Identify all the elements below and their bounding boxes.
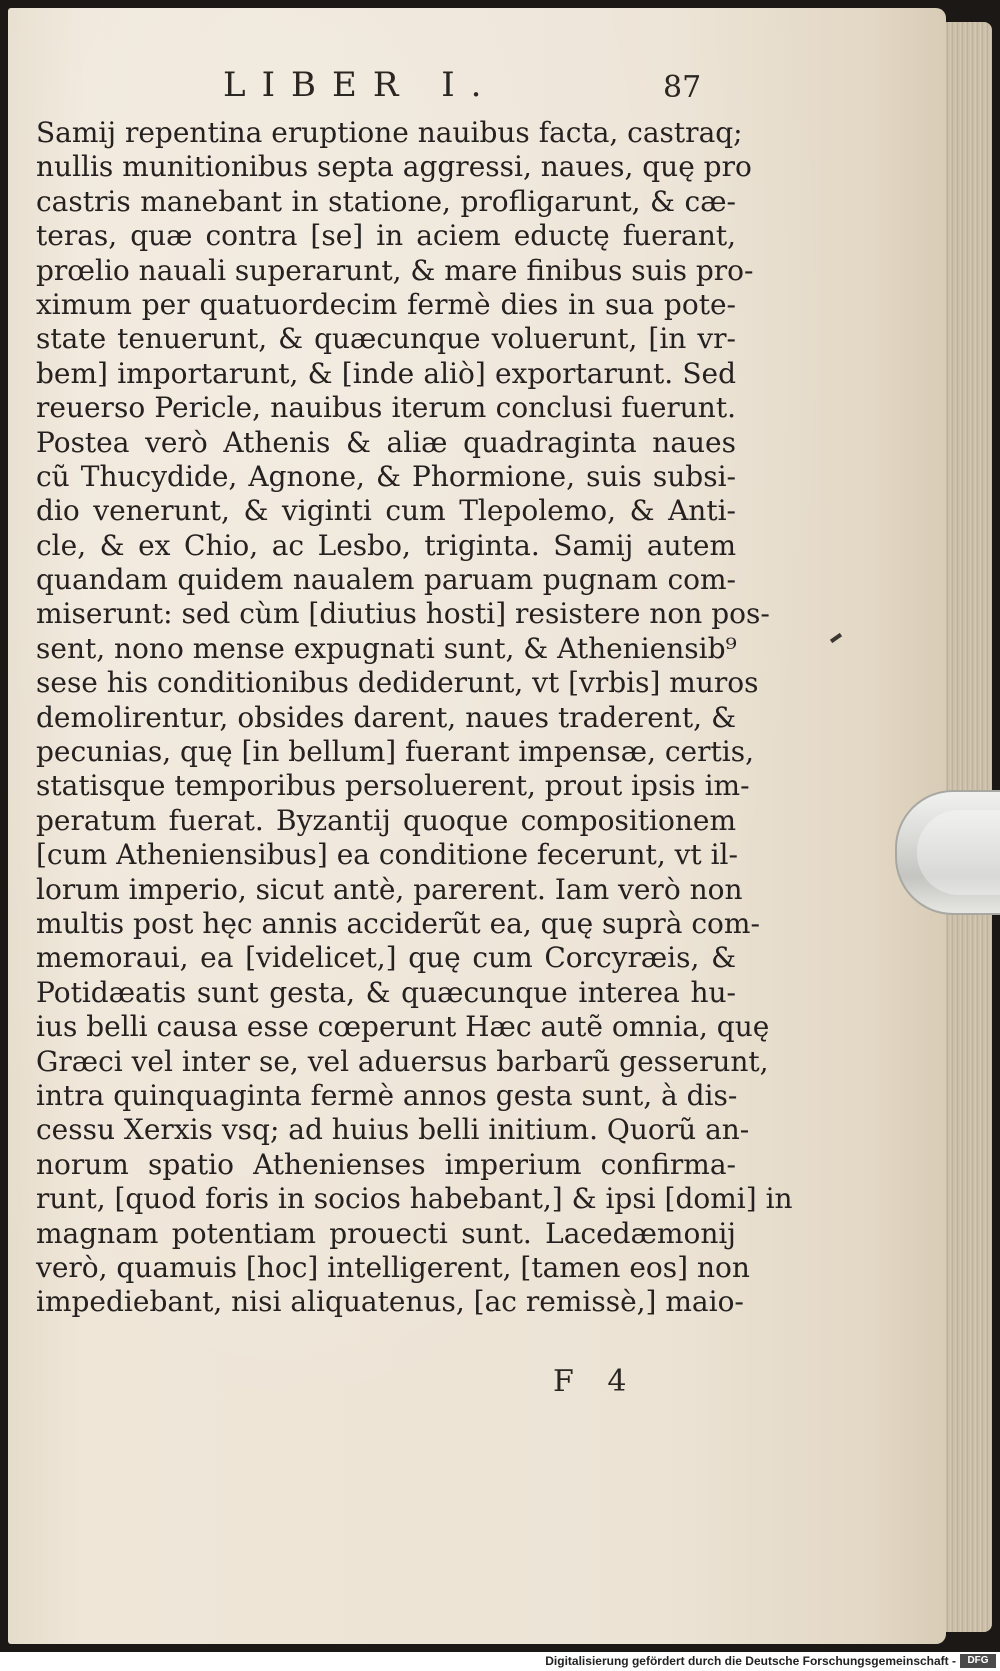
text-line: sent, nono mense expugnati sunt, & Atheniensib⁹ bbox=[36, 631, 737, 665]
text-line: teras, quæ contra [se] in aciem eductę fuerant, bbox=[36, 219, 736, 253]
text-line: dio venerunt, & viginti cum Tlepolemo, & Anti- bbox=[36, 494, 736, 528]
dfg-logo: DFG bbox=[960, 1654, 996, 1668]
text-line: sese his conditionibus dediderunt, vt [vrbis] muros bbox=[36, 666, 759, 700]
text-line: bem] importarunt, & [inde aliò] exportarunt. Sed bbox=[36, 356, 736, 390]
footer-bar bbox=[0, 1652, 1000, 1671]
text-line: intra quinquaginta fermè annos gesta sunt, à dis- bbox=[36, 1078, 738, 1112]
page-clip bbox=[895, 790, 1000, 915]
clip-highlight bbox=[917, 810, 1000, 895]
text-line: demolirentur, obsides darent, naues traderent, & bbox=[36, 700, 736, 734]
body-text bbox=[36, 116, 793, 1320]
text-line: runt, [quod foris in socios habebant,] & ipsi [domi] in bbox=[36, 1182, 793, 1216]
text-line: castris manebant in statione, profligarunt, & cæ- bbox=[36, 184, 736, 218]
text-line: ius belli causa esse cœperunt Hæc autẽ omnia, quę bbox=[36, 1010, 770, 1044]
book-page bbox=[8, 8, 946, 1644]
text-line: ximum per quatuordecim fermè dies in sua pote- bbox=[36, 287, 736, 321]
text-line: Potidæatis sunt gesta, & quæcunque interea hu- bbox=[36, 975, 736, 1009]
text-line: reuerso Pericle, nauibus iterum conclusi fuerunt. bbox=[36, 391, 736, 425]
text-line: impediebant, nisi aliquatenus, [ac remissè,] maio- bbox=[36, 1285, 744, 1319]
text-line: Postea verò Athenis & aliæ quadraginta naues bbox=[36, 425, 736, 459]
text-line: nullis munitionibus septa aggressi, naues, quę pro bbox=[36, 150, 752, 184]
signature-mark: F 4 bbox=[553, 1364, 639, 1399]
text-line: lorum imperio, sicut antè, parerent. Iam verò non bbox=[36, 872, 743, 906]
page-number: 87 bbox=[663, 70, 702, 105]
text-line: statisque temporibus persoluerent, prout ipsis im- bbox=[36, 769, 750, 803]
stray-ink-mark bbox=[830, 633, 842, 643]
text-line: [cum Atheniensibus] ea conditione fecerunt, vt il- bbox=[36, 838, 738, 872]
text-line: pecunias, quę [in bellum] fuerant impensæ, certis, bbox=[36, 735, 754, 769]
text-line: quandam quidem naualem paruam pugnam com- bbox=[36, 563, 736, 597]
text-line: Græci vel inter se, vel aduersus barbarũ gesserunt, bbox=[36, 1044, 769, 1078]
running-head: LIBER I. bbox=[223, 65, 498, 105]
footer-credit: Digitalisierung gefördert durch die Deutsche Forschungsgemeinschaft - bbox=[545, 1654, 956, 1668]
text-line: miserunt: sed cùm [diutius hosti] resistere non pos- bbox=[36, 597, 770, 631]
text-line: norum spatio Athenienses imperium confirma- bbox=[36, 1147, 736, 1181]
text-line: magnam potentiam prouecti sunt. Lacedæmonij bbox=[36, 1216, 736, 1250]
text-line: cessu Xerxis vsq; ad huius belli initium. Quorũ an- bbox=[36, 1113, 750, 1147]
text-line: verò, quamuis [hoc] intelligerent, [tamen eos] non bbox=[36, 1250, 750, 1284]
text-line: multis post hęc annis acciderũt ea, quę suprà com- bbox=[36, 906, 760, 940]
text-line: cũ Thucydide, Agnone, & Phormione, suis subsi- bbox=[36, 459, 736, 493]
text-line: prœlio nauali superarunt, & mare finibus suis pro- bbox=[36, 253, 754, 287]
text-line: peratum fuerat. Byzantij quoque compositionem bbox=[36, 803, 736, 837]
text-line: memoraui, ea [videlicet,] quę cum Corcyræis, & bbox=[36, 941, 736, 975]
text-line: Samij repentina eruptione nauibus facta, castraq; bbox=[36, 116, 743, 149]
text-line: cle, & ex Chio, ac Lesbo, triginta. Samij autem bbox=[36, 528, 736, 562]
text-line: state tenuerunt, & quæcunque voluerunt, [in vr- bbox=[36, 322, 736, 356]
